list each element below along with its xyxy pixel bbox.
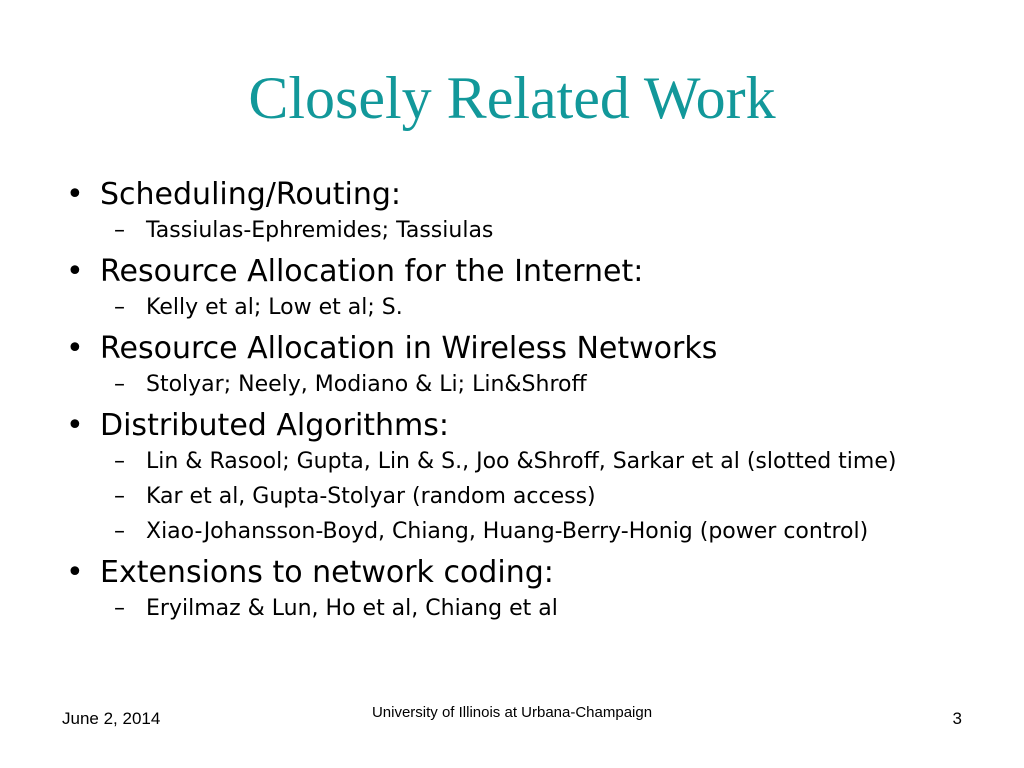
sub-text: Eryilmaz & Lun, Ho et al, Chiang et al <box>146 596 558 621</box>
sub-text: Kar et al, Gupta-Stolyar (random access) <box>146 484 596 509</box>
sub-list <box>62 445 962 545</box>
sub-list <box>62 214 962 244</box>
bullet-text: Resource Allocation in Wireless Networks <box>100 331 718 366</box>
bullet-text: Resource Allocation for the Internet: <box>100 254 644 289</box>
sub-text: Stolyar; Neely, Modiano & Li; Lin&Shroff <box>146 372 587 397</box>
bullet-icon: • <box>66 555 84 590</box>
footer-page-number: 3 <box>952 709 962 728</box>
bullet-icon: • <box>66 254 84 289</box>
footer-date: June 2, 2014 <box>62 709 161 728</box>
sub-item <box>62 519 962 545</box>
bullet-text: Extensions to network coding: <box>100 555 554 590</box>
bullet-item <box>62 176 962 214</box>
sub-item <box>62 484 962 510</box>
dash-icon: – <box>114 596 125 621</box>
sub-list <box>62 291 962 321</box>
bullet-icon: • <box>66 331 84 366</box>
bullet-text: Scheduling/Routing: <box>100 177 402 212</box>
sub-item <box>62 596 962 622</box>
sub-item <box>62 218 962 244</box>
dash-icon: – <box>114 218 125 243</box>
bullet-item <box>62 554 962 592</box>
bullet-text: Distributed Algorithms: <box>100 408 450 443</box>
sub-item <box>62 372 962 398</box>
dash-icon: – <box>114 449 125 474</box>
dash-icon: – <box>114 295 125 320</box>
bullet-icon: • <box>66 177 84 212</box>
dash-icon: – <box>114 372 125 397</box>
dash-icon: – <box>114 519 125 544</box>
sub-list <box>62 368 962 398</box>
sub-text: Lin & Rasool; Gupta, Lin & S., Joo &Shroff, Sarkar et al (slotted time) <box>146 449 897 474</box>
sub-list <box>62 592 962 622</box>
dash-icon: – <box>114 484 125 509</box>
sub-item <box>62 295 962 321</box>
sub-item <box>62 449 962 475</box>
bullet-item <box>62 253 962 291</box>
sub-text: Kelly et al; Low et al; S. <box>146 295 403 320</box>
footer-institution: University of Illinois at Urbana-Champaign <box>371 704 653 721</box>
bullet-icon: • <box>66 408 84 443</box>
sub-text: Xiao-Johansson-Boyd, Chiang, Huang-Berry-Honig (power control) <box>146 519 869 544</box>
sub-text: Tassiulas-Ephremides; Tassiulas <box>146 218 494 243</box>
bullet-list <box>62 176 962 631</box>
bullet-item <box>62 407 962 445</box>
slide-title: Closely Related Work <box>248 65 776 131</box>
bullet-item <box>62 330 962 368</box>
